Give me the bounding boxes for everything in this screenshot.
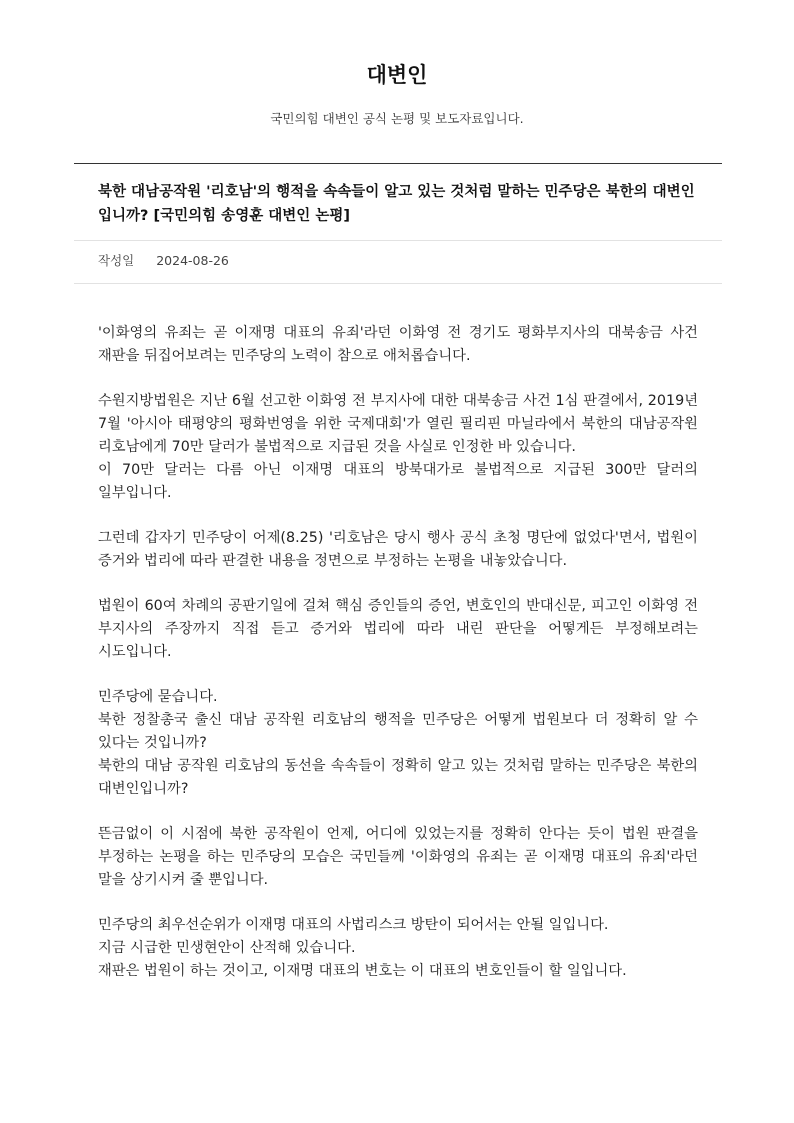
article-title: 북한 대남공작원 '리호남'의 행적을 속속들이 알고 있는 것처럼 말하는 민주당은 북한의 대변인입니까? [국민의힘 송영훈 대변인 논평]	[74, 164, 722, 241]
paragraph-line: 북한의 대남 공작원 리호남의 동선을 속속들이 정확히 알고 있는 것처럼 말하는 민주당은 북한의 대변인입니까?	[98, 758, 698, 797]
paragraph	[98, 914, 698, 983]
paragraph-line: 북한 정찰총국 출신 대남 공작원 리호남의 행적을 민주당은 어떻게 법원보다 더 정확히 알 수 있다는 것입니까?	[98, 712, 698, 751]
paragraph-line: '이화영의 유죄는 곧 이재명 대표의 유죄'라던 이화영 전 경기도 평화부지사의 대북송금 사건 재판을 뒤집어보려는 민주당의 노력이 참으로 애처롭습니다.	[98, 325, 698, 364]
paragraph	[98, 322, 698, 368]
paragraph	[98, 527, 698, 573]
paragraph-line: 이 70만 달러는 다름 아닌 이재명 대표의 방북대가로 불법적으로 지급된 300만 달러의 일부입니다.	[98, 462, 698, 501]
publish-date: 2024-08-26	[156, 253, 229, 268]
paragraph-line: 수원지방법원은 지난 6월 선고한 이화영 전 부지사에 대한 대북송금 사건 1심 판결에서, 2019년 7월 '아시아 태평양의 평화번영을 위한 국제대회'가 열린 필리핀 마닐라에서 북한의 대남공작원 리호남에게 70만 달러가 불법적으로 지급된 것을 사실로 인정한 바 있습니다.	[98, 393, 698, 455]
paragraph	[98, 686, 698, 801]
article-body	[74, 284, 722, 983]
article-meta	[74, 241, 722, 284]
paragraph	[98, 595, 698, 664]
page-subtitle: 국민의힘 대변인 공식 논평 및 보도자료입니다.	[270, 111, 524, 126]
paragraph-line: 지금 시급한 민생현안이 산적해 있습니다.	[98, 940, 356, 956]
page-header	[0, 0, 794, 128]
paragraph	[98, 823, 698, 892]
paragraph-line: 민주당에 묻습니다.	[98, 689, 218, 705]
date-label: 작성일	[98, 253, 135, 268]
paragraph-line: 그런데 갑자기 민주당이 어제(8.25) '리호남은 당시 행사 공식 초청 명단에 없었다'면서, 법원이 증거와 법리에 따라 판결한 내용을 정면으로 부정하는 논평을 내놓았습니다.	[98, 530, 698, 569]
paragraph-line: 법원이 60여 차례의 공판기일에 걸쳐 핵심 증인들의 증언, 변호인의 반대신문, 피고인 이화영 전 부지사의 주장까지 직접 듣고 증거와 법리에 따라 내린 판단을 어떻게든 부정해보려는 시도입니다.	[98, 598, 698, 660]
paragraph-line: 민주당의 최우선순위가 이재명 대표의 사법리스크 방탄이 되어서는 안될 일입니다.	[98, 917, 609, 933]
page-title: 대변인	[366, 63, 428, 87]
paragraph-line: 재판은 법원이 하는 것이고, 이재명 대표의 변호는 이 대표의 변호인들이 할 일입니다.	[98, 963, 627, 979]
paragraph-line: 뜬금없이 이 시점에 북한 공작원이 언제, 어디에 있었는지를 정확히 안다는 듯이 법원 판결을 부정하는 논평을 하는 민주당의 모습은 국민들께 '이화영의 유죄는 곧 이재명 대표의 유죄'라던 말을 상기시켜 줄 뿐입니다.	[98, 826, 698, 888]
article	[74, 163, 722, 1005]
paragraph	[98, 390, 698, 505]
